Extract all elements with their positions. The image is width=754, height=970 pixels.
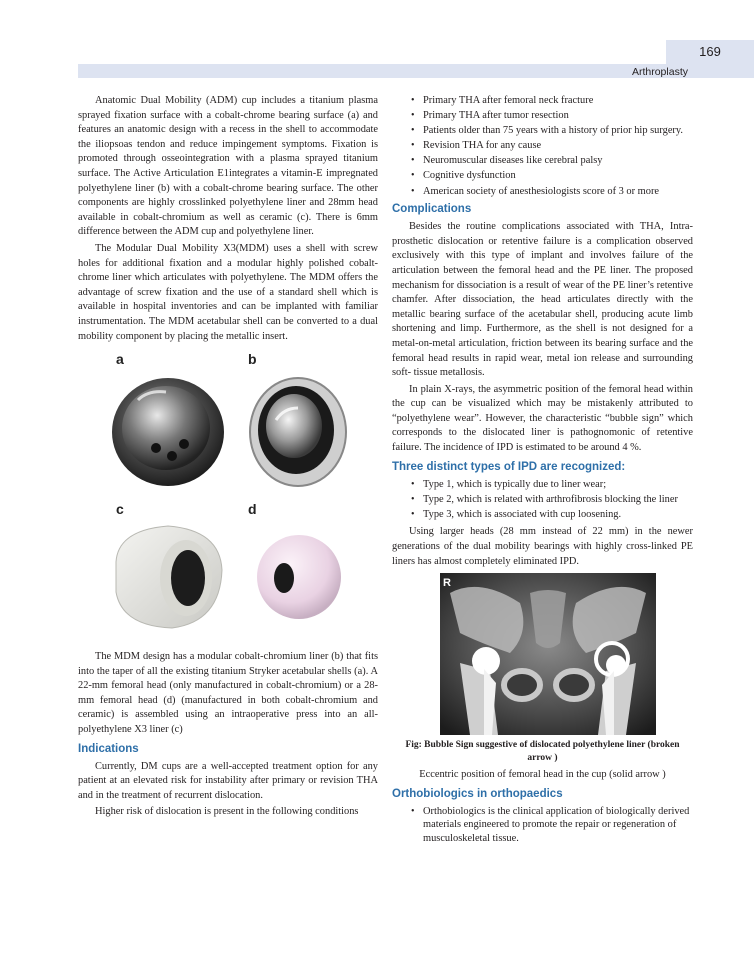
right-column: [392, 94, 693, 850]
list-item: • American society of anesthesiologists score of 3 or more: [392, 185, 693, 199]
figure-label-b: b: [248, 351, 257, 368]
paragraph-adm: Anatomic Dual Mobility (ADM) cup includes a titanium plasma sprayed fixation surface with a cobalt-chrome bearing surface (a) and features an anatomic design with a recess in the shell to accommodate the iliopsoas tendon and reduce impingement symptoms. Fixation is promoted through osseointegration with a plasma sprayed titanium surface. The Active Articulation E1integrates a vitamin-E impregnated polyethylene liner (b) with a cobalt-chrome bearing surface. The other components are highly crosslinked polyethylene liner and 28mm head available in cobalt-chromium as well as ceramic (c). There is 6mm difference between the ADM cup and polyethylene liner.: [78, 95, 378, 238]
paragraph-xray: In plain X-rays, the asymmetric position of the femoral head within the cup can be visualized which may be mistakenly attributed to “polyethylene wear”. However, the characteristic “bubble sign” which corresponds to the dislocated liner is pathognomonic of retentive failure. The incidence of IPD is estimated to be around 4 %.: [392, 383, 693, 454]
list-item: • Revision THA for any cause: [392, 139, 693, 153]
heading-complications: Complications: [392, 203, 472, 216]
ipd-types-list: [392, 478, 693, 522]
figure-label-a: a: [116, 351, 124, 368]
list-item: • Orthobiologics is the clinical application of biologically derived materials engineered to promote the repair or regeneration of musculoskeletal tissue.: [392, 805, 693, 846]
running-head: Arthroplasty: [631, 66, 688, 78]
list-item: • Cognitive dysfunction: [392, 169, 693, 183]
figure-caption: Fig: Bubble Sign suggestive of dislocated polyethylene liner (broken arrow ): [405, 740, 680, 763]
page-number: 169: [699, 44, 721, 59]
figure-caption-sub: Eccentric position of femoral head in the cup (solid arrow ): [419, 769, 666, 781]
paragraph-risk-intro: Higher risk of dislocation is present in the following conditions: [95, 806, 359, 818]
heading-ipd-types: Three distinct types of IPD are recognized:: [392, 460, 626, 473]
orthobiologics-list: [392, 805, 693, 846]
list-item: • Neuromuscular diseases like cerebral palsy: [392, 154, 693, 168]
paragraph-complications: Besides the routine complications associated with THA, Intra-prosthetic dislocation or retentive failure is a complication observed exclusively with this type of implant and involves failure of the articulation between the femoral head and the PE liner. The proposed mechanism for dissociation is a result of wear of the PE liner’s retentive chamfer. After dissociation, the head articulates directly with the metallic bearing surface of the acetabular shell, producing acute limb shortening and limp. Furthermore, as the shell is not designed for a metal-on-metal articulation, friction between its bearing surface and the femoral head results in rapid wear, metal ion release and surrounding soft- tissue metallosis.: [392, 221, 693, 379]
implant-figure: [78, 352, 378, 642]
list-item: • Patients older than 75 years with a history of prior hip surgery.: [392, 124, 693, 138]
figure-label-c: c: [116, 501, 124, 518]
active-articulation-image: [238, 374, 348, 489]
figure-label-d: d: [248, 501, 257, 518]
heading-indications: Indications: [78, 742, 139, 755]
paragraph-mdm: The Modular Dual Mobility X3(MDM) uses a shell with screw holes for additional fixation and a modular highly polished cobalt-chrome liner which articulates with polyethylene. The MDM offers the advantage of screw fixation and the use of a standard shell which is available in hospital inventories and can be implanted with familiar instrumentation. The MDM acetabular shell can be converted to a dual mobility component by placing the metallic insert.: [78, 242, 378, 342]
adm-cup-image: [108, 370, 228, 490]
paragraph-larger-heads: Using larger heads (28 mm instead of 22 mm) in the newer generations of the dual mobility bearings with highly cross-linked PE liners has almost completely eliminated IPD.: [392, 526, 693, 567]
xray-side-marker: R: [443, 577, 451, 590]
heading-orthobiologics: Orthobiologics in orthopaedics: [392, 787, 563, 800]
list-item: • Type 3, which is associated with cup loosening.: [392, 508, 693, 522]
pelvis-xray-image: [440, 573, 656, 735]
polyethylene-liner-image: [108, 522, 228, 634]
femoral-head-image: [254, 532, 344, 622]
list-item: • Type 1, which is typically due to liner wear;: [392, 478, 693, 492]
paragraph-indications: Currently, DM cups are a well-accepted treatment option for any patient at an elevated risk for instability after primary or revision THA and in the treatment of recurrent dislocation.: [78, 760, 378, 801]
list-item: • Primary THA after femoral neck fracture: [392, 94, 693, 108]
risk-list: [392, 94, 693, 198]
list-item: • Type 2, which is related with arthrofibrosis blocking the liner: [392, 493, 693, 507]
left-column: [78, 94, 378, 822]
list-item: • Primary THA after tumor resection: [392, 109, 693, 123]
paragraph-mdm-design: The MDM design has a modular cobalt-chromium liner (b) that fits into the taper of all the existing titanium Stryker acetabular shells (a). A 22-mm femoral head (only manufactured in cobalt-chromium) or a 28-mm femoral head (d) (manufactured in both cobalt-chromium and ceramic) is assembled using an intraoperative press into an all-polyethylene X3 liner (c): [78, 651, 378, 736]
